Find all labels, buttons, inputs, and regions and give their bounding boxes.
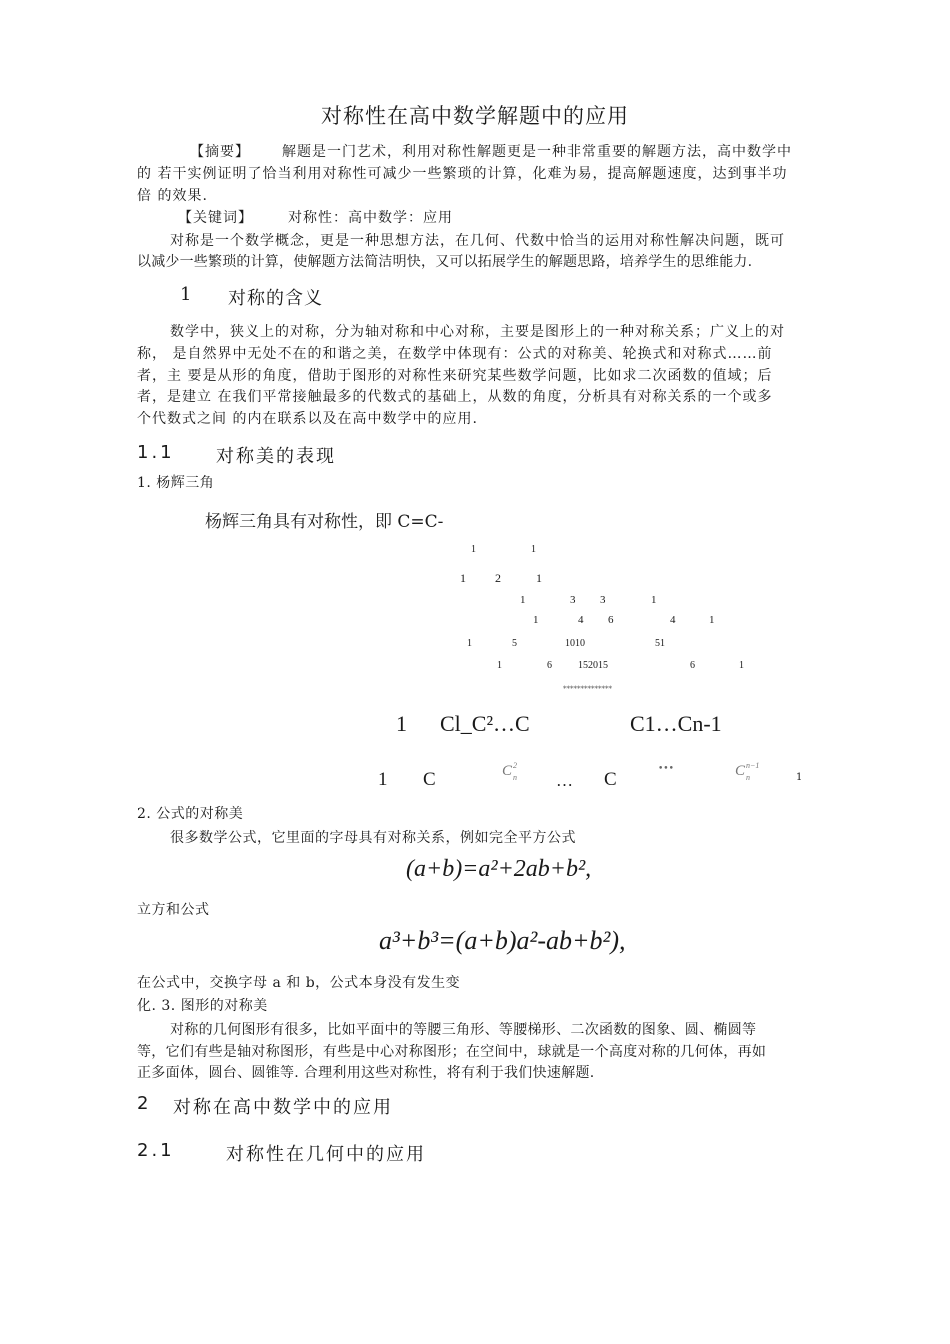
geo-line: 正多面体，圆台、圆锥等. 合理利用这些对称性，将有利于我们快速解题. xyxy=(137,1065,595,1081)
triangle-cell: 1 xyxy=(467,638,472,649)
section-1-1-title: 对称美的表现 xyxy=(216,446,336,467)
swap-line-2: 化. 3. 图形的对称美 xyxy=(137,998,268,1014)
item-2-label: 2. 公式的对称美 xyxy=(137,806,244,822)
triangle-cell: 51 xyxy=(655,638,665,649)
triangle-cell: 6 xyxy=(690,660,695,671)
triangle-cell: 1 xyxy=(536,571,542,585)
section-1-1-number: 1.1 xyxy=(137,442,175,463)
comb-row-2-c: C xyxy=(423,769,436,790)
formula-square: (a+b)=a²+2ab+b², xyxy=(406,856,592,882)
triangle-dots: ************** xyxy=(563,685,612,693)
yanghui-text: 杨辉三角具有对称性，即 C=C- xyxy=(205,512,444,532)
section-1-title: 对称的含义 xyxy=(228,288,323,309)
section-1-line: 者，主 要是从形的角度，借助于图形的对称性来研究某些数学问题，比如求二次函数的值域；后 xyxy=(137,368,773,384)
triangle-cell: 1 xyxy=(651,594,657,606)
abstract-line-2: 的 若干实例证明了恰当利用对称性可减少一些繁琐的计算，化难为易，提高解题速度，达到事半功 xyxy=(137,166,788,182)
cube-label: 立方和公式 xyxy=(137,902,210,918)
triangle-cell: 1 xyxy=(471,544,476,555)
keywords-text: 对称性：高中数学：应用 xyxy=(288,210,453,226)
comb-row-2-c2: C xyxy=(604,769,617,790)
triangle-cell: 1 xyxy=(531,544,536,555)
triangle-cell: 2 xyxy=(495,571,501,585)
triangle-cell: 4 xyxy=(670,614,676,626)
intro-line-1: 对称是一个数学概念，更是一种思想方法，在几何、代数中恰当的运用对称性解决问题，既可 xyxy=(170,233,785,249)
formula-cube: a³+b³=(a+b)a²-ab+b²), xyxy=(379,926,626,955)
triangle-cell: 1 xyxy=(709,614,715,626)
section-2-1-number: 2.1 xyxy=(137,1140,175,1161)
abstract-line-3: 倍 的效果. xyxy=(137,188,208,204)
comb-cn1 xyxy=(735,763,767,783)
comb-row-2-ellipsis: … xyxy=(556,771,573,790)
comb-cn1-sub: n xyxy=(746,773,751,782)
comb-row-2-end: 1 xyxy=(796,772,803,783)
triangle-cell: 4 xyxy=(578,614,584,626)
triangle-cell: 1 xyxy=(533,614,539,626)
section-1-line: 个代数式之间 的内在联系以及在高中数学中的应用. xyxy=(137,411,478,427)
comb-row-1-tail: C1…Cn-1 xyxy=(630,711,722,736)
section-2-number: 2 xyxy=(137,1093,150,1114)
triangle-cell: 1 xyxy=(497,660,502,671)
keywords-label: 【关键词】 xyxy=(178,210,253,226)
triangle-cell: 1 xyxy=(520,594,526,606)
section-1-number: 1 xyxy=(180,284,193,305)
triangle-cell: 6 xyxy=(547,660,552,671)
comb-cn2-sup: 2 xyxy=(513,761,518,770)
geo-line: 对称的几何图形有很多，比如平面中的等腰三角形、等腰梯形、二次函数的图象、圆、椭圆等 xyxy=(170,1022,757,1038)
comb-row-2-one: 1 xyxy=(378,769,388,790)
triangle-cell: 1 xyxy=(460,571,466,585)
triangle-cell: 152015 xyxy=(578,660,608,671)
triangle-cell: 5 xyxy=(512,638,517,649)
section-1-line: 者，是建立 在我们平常接触最多的代数式的基础上，从数的角度，分析具有对称关系的一个或多 xyxy=(137,389,773,405)
comb-row-1-series: Cl_C²…C xyxy=(440,711,530,736)
triangle-cell: 1010 xyxy=(565,638,585,649)
abstract-label: 【摘要】 xyxy=(190,144,250,160)
intro-line-2: 以减少一些繁琐的计算，使解题方法简洁明快，又可以拓展学生的解题思路，培养学生的思维能力. xyxy=(137,254,753,270)
item-2-text: 很多数学公式，它里面的字母具有对称关系，例如完全平方公式 xyxy=(170,830,576,846)
swap-line-1: 在公式中，交换字母 a 和 b，公式本身没有发生变 xyxy=(137,975,461,991)
comb-cn2 xyxy=(502,763,522,783)
comb-row-1-one: 1 xyxy=(396,711,407,736)
page-title: 对称性在高中数学解题中的应用 xyxy=(321,104,629,128)
triangle-cell: 6 xyxy=(608,614,614,626)
comb-cn1-base: C xyxy=(735,763,746,779)
triangle-cell: 1 xyxy=(739,660,744,671)
comb-cn2-base: C xyxy=(502,763,513,779)
comb-cn1-sup: n−1 xyxy=(746,761,760,770)
section-2-title: 对称在高中数学中的应用 xyxy=(173,1097,393,1118)
section-2-1-title: 对称性在几何中的应用 xyxy=(226,1144,426,1165)
section-1-line: 数学中，狭义上的对称，分为轴对称和中心对称，主要是图形上的一种对称关系；广义上的对 xyxy=(170,324,785,340)
item-1-label: 1. 杨辉三角 xyxy=(137,475,215,491)
geo-line: 等，它们有些是轴对称图形，有些是中心对称图形；在空间中，球就是一个高度对称的几何体，再如 xyxy=(137,1044,767,1060)
abstract-line-1: 解题是一门艺术，利用对称性解题更是一种非常重要的解题方法，高中数学中 xyxy=(282,144,792,160)
triangle-cell: 3 xyxy=(600,594,606,606)
comb-row-2-dots: ••• xyxy=(658,764,674,774)
triangle-cell: 3 xyxy=(570,594,576,606)
comb-cn2-sub: n xyxy=(513,773,518,782)
section-1-line: 称， 是自然界中无处不在的和谐之美，在数学中体现有：公式的对称美、轮换式和对称式……前 xyxy=(137,346,773,362)
